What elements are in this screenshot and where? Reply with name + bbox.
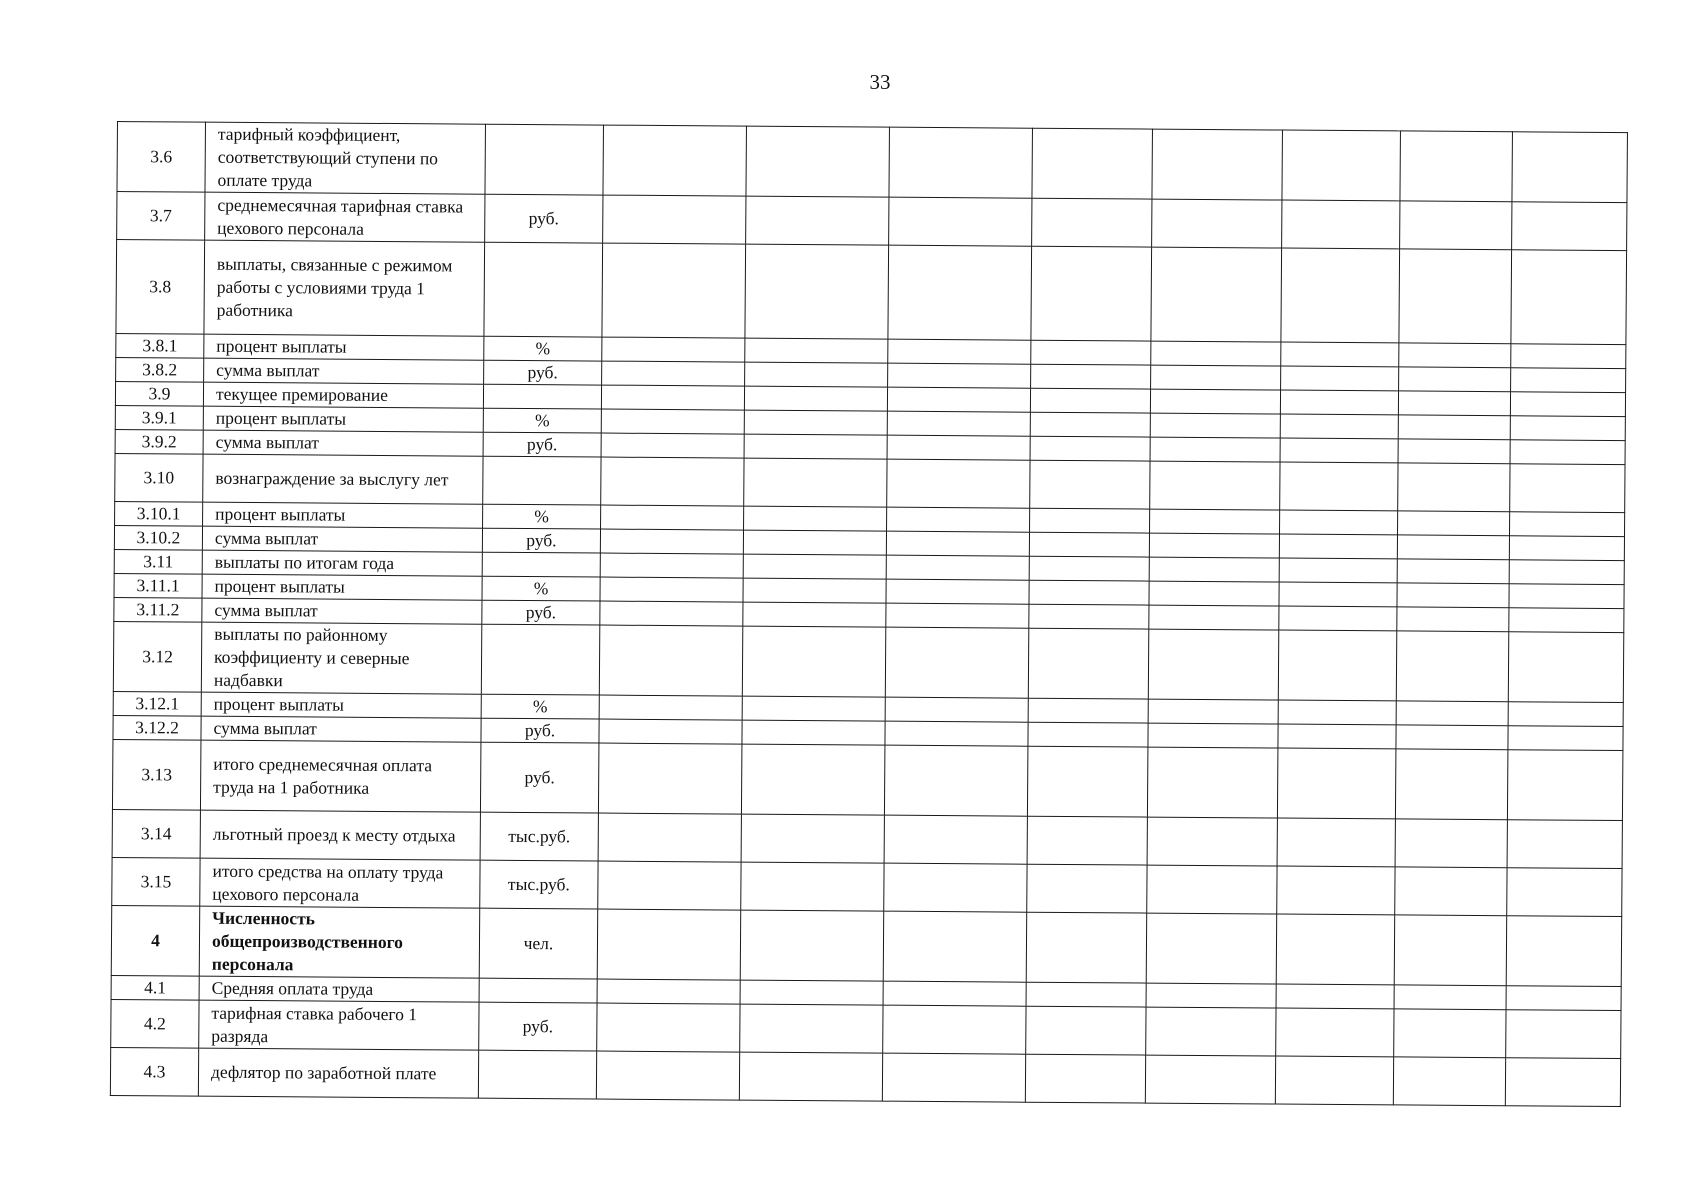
indicator-name-cell: льготный проезд к месту отдыха	[200, 810, 480, 860]
value-cell	[1032, 198, 1152, 247]
row-number-cell: 3.12.2	[113, 715, 201, 740]
value-cell	[740, 910, 884, 981]
value-cell	[888, 339, 1031, 364]
value-cell	[742, 626, 886, 697]
unit-cell: руб.	[485, 194, 603, 243]
value-cell	[601, 385, 744, 410]
value-cell	[1031, 246, 1152, 341]
value-cell	[1152, 199, 1282, 248]
value-cell	[746, 196, 889, 245]
value-cell	[1148, 629, 1279, 700]
value-cell	[889, 127, 1033, 198]
unit-cell	[481, 624, 600, 695]
unit-cell	[479, 978, 597, 1003]
value-cell	[743, 602, 886, 627]
value-cell	[1282, 130, 1401, 201]
value-cell	[1280, 462, 1398, 511]
page-number: 33	[869, 70, 891, 94]
value-cell	[1030, 388, 1150, 413]
indicator-name-cell: Численность общепроизводственного персонала	[199, 906, 480, 978]
value-cell	[886, 555, 1029, 580]
value-cell	[887, 507, 1030, 532]
indicator-name-cell: сумма выплат	[201, 716, 481, 742]
indicator-name-cell: выплаты по районному коэффициенту и северные надбавки	[201, 622, 482, 694]
value-cell	[1509, 512, 1624, 537]
value-cell	[1511, 344, 1626, 369]
value-cell	[1276, 1008, 1394, 1057]
indicator-name-cell: итого средства на оплату труда цехового персонала	[200, 858, 480, 908]
value-cell	[597, 1003, 740, 1052]
value-cell	[743, 554, 886, 579]
row-number-cell: 3.9.1	[115, 405, 203, 430]
value-cell	[883, 981, 1026, 1006]
value-cell	[599, 625, 743, 696]
unit-cell	[478, 1050, 596, 1099]
value-cell	[1030, 460, 1150, 509]
row-number-cell: 3.6	[117, 122, 206, 193]
value-cell	[1147, 817, 1277, 866]
value-cell	[1146, 913, 1277, 984]
value-cell	[889, 197, 1032, 246]
table-row	[117, 122, 1627, 203]
value-cell	[1150, 461, 1280, 510]
value-cell	[597, 909, 741, 980]
value-cell	[1279, 606, 1397, 631]
indicator-name-cell: вознаграждение за выслугу лет	[203, 454, 483, 504]
value-cell	[1510, 392, 1625, 417]
value-cell	[887, 411, 1030, 436]
value-cell	[884, 863, 1027, 912]
row-number-cell: 3.8	[116, 240, 205, 335]
value-cell	[1148, 723, 1278, 748]
value-cell	[742, 696, 885, 721]
value-cell	[1396, 631, 1509, 702]
row-number-cell: 3.7	[117, 192, 205, 241]
value-cell	[1280, 414, 1398, 439]
value-cell	[1394, 985, 1506, 1010]
value-cell	[1032, 128, 1153, 199]
wage-table	[110, 121, 1628, 1107]
value-cell	[1399, 249, 1512, 344]
value-cell	[1029, 532, 1149, 557]
value-cell	[1146, 1007, 1276, 1056]
value-cell	[741, 814, 884, 863]
value-cell	[1507, 868, 1622, 917]
value-cell	[1510, 464, 1625, 513]
value-cell	[1030, 508, 1150, 533]
value-cell	[886, 603, 1029, 628]
value-cell	[886, 579, 1029, 604]
value-cell	[1398, 391, 1510, 416]
table-row	[111, 905, 1621, 986]
value-cell	[601, 505, 744, 530]
value-cell	[1507, 820, 1622, 869]
table-body	[110, 122, 1627, 1107]
unit-cell: руб.	[479, 1002, 597, 1051]
value-cell	[1281, 248, 1400, 343]
value-cell	[745, 244, 889, 339]
row-number-cell: 3.11.2	[114, 597, 202, 622]
value-cell	[1396, 725, 1508, 750]
row-number-cell: 3.9	[115, 381, 203, 406]
value-cell	[1512, 202, 1627, 251]
unit-cell: %	[483, 408, 601, 433]
value-cell	[1512, 132, 1628, 203]
value-cell	[1510, 440, 1625, 465]
row-number-cell: 4	[111, 905, 200, 976]
value-cell	[1276, 984, 1394, 1009]
indicator-name-cell: дефлятор по заработной плате	[198, 1048, 478, 1098]
value-cell	[1149, 557, 1279, 582]
value-cell	[1507, 750, 1623, 821]
value-cell	[1146, 983, 1276, 1008]
indicator-name-cell: выплаты, связанные с режимом работы с условиями труда 1 работника	[204, 240, 485, 336]
value-cell	[602, 337, 745, 362]
value-cell	[887, 435, 1030, 460]
value-cell	[1511, 250, 1627, 345]
value-cell	[601, 409, 744, 434]
indicator-name-cell: выплаты по итогам года	[202, 550, 482, 576]
value-cell	[1393, 1057, 1505, 1106]
value-cell	[1026, 982, 1146, 1007]
row-number-cell: 3.9.2	[115, 429, 203, 454]
value-cell	[1027, 864, 1147, 913]
value-cell	[1028, 698, 1148, 723]
value-cell	[1280, 438, 1398, 463]
value-cell	[1025, 1054, 1145, 1103]
indicator-name-cell: Средняя оплата труда	[199, 976, 479, 1002]
value-cell	[1281, 366, 1399, 391]
value-cell	[743, 578, 886, 603]
unit-cell: %	[483, 504, 601, 529]
row-number-cell: 3.14	[112, 809, 200, 858]
value-cell	[1398, 415, 1510, 440]
row-number-cell: 3.11	[114, 549, 202, 574]
value-cell	[1395, 749, 1508, 820]
value-cell	[1394, 1009, 1506, 1058]
value-cell	[1279, 558, 1397, 583]
value-cell	[741, 744, 885, 815]
row-number-cell: 3.15	[112, 857, 200, 906]
value-cell	[1149, 533, 1279, 558]
unit-cell: %	[481, 694, 599, 719]
value-cell	[740, 980, 883, 1005]
value-cell	[1028, 628, 1149, 699]
value-cell	[1506, 916, 1622, 987]
row-number-cell: 3.12	[113, 621, 202, 692]
value-cell	[1400, 201, 1512, 250]
value-cell	[1396, 701, 1508, 726]
indicator-name-cell: тарифный коэффициент, соответствующий ступени по оплате труда	[205, 122, 486, 194]
unit-cell: тыс.руб.	[480, 860, 598, 909]
value-cell	[1145, 1055, 1275, 1104]
value-cell	[741, 862, 884, 911]
value-cell	[885, 697, 1028, 722]
value-cell	[599, 719, 742, 744]
value-cell	[746, 126, 890, 197]
value-cell	[744, 410, 887, 435]
value-cell	[1275, 1056, 1393, 1105]
unit-cell: руб.	[482, 600, 600, 625]
value-cell	[1279, 582, 1397, 607]
value-cell	[1029, 580, 1149, 605]
value-cell	[888, 245, 1032, 340]
value-cell	[1508, 726, 1623, 751]
indicator-name-cell: процент выплаты	[203, 502, 483, 528]
value-cell	[744, 434, 887, 459]
value-cell	[601, 433, 744, 458]
row-number-cell: 3.13	[112, 739, 201, 810]
value-cell	[886, 531, 1029, 556]
row-number-cell: 4.1	[111, 975, 199, 1000]
value-cell	[600, 553, 743, 578]
indicator-name-cell: итого среднемесячная оплата труда на 1 работника	[200, 740, 481, 812]
row-number-cell: 3.11.1	[114, 573, 202, 598]
value-cell	[744, 506, 887, 531]
value-cell	[1395, 867, 1507, 916]
indicator-name-cell: среднемесячная тарифная ставка цехового персонала	[205, 192, 485, 242]
value-cell	[1031, 364, 1151, 389]
unit-cell: руб.	[480, 742, 599, 813]
value-cell	[745, 338, 888, 363]
table-row	[112, 739, 1622, 820]
value-cell	[1509, 584, 1624, 609]
value-cell	[1151, 247, 1282, 342]
value-cell	[1278, 700, 1396, 725]
value-cell	[1394, 915, 1507, 986]
value-cell	[1509, 560, 1624, 585]
value-cell	[1026, 912, 1147, 983]
value-cell	[603, 125, 747, 196]
value-cell	[596, 1051, 739, 1100]
value-cell	[1277, 818, 1395, 867]
value-cell	[1147, 747, 1278, 818]
value-cell	[740, 1004, 883, 1053]
value-cell	[1027, 746, 1148, 817]
value-cell	[1399, 343, 1511, 368]
value-cell	[1030, 436, 1150, 461]
value-cell	[601, 457, 744, 506]
value-cell	[1278, 724, 1396, 749]
value-cell	[744, 386, 887, 411]
value-cell	[602, 243, 746, 338]
unit-cell: руб.	[483, 432, 601, 457]
unit-cell	[484, 242, 603, 337]
row-number-cell: 3.10	[115, 453, 203, 502]
indicator-name-cell: сумма выплат	[203, 430, 483, 456]
unit-cell	[483, 456, 601, 505]
value-cell	[600, 577, 743, 602]
value-cell	[599, 695, 742, 720]
value-cell	[603, 195, 746, 244]
value-cell	[1399, 367, 1511, 392]
value-cell	[1511, 368, 1626, 393]
row-number-cell: 4.2	[111, 999, 199, 1048]
value-cell	[1026, 1006, 1146, 1055]
indicator-name-cell: процент выплаты	[201, 692, 481, 718]
value-cell	[1149, 605, 1279, 630]
unit-cell: руб.	[481, 718, 599, 743]
value-cell	[1150, 389, 1280, 414]
row-number-cell: 3.12.1	[113, 691, 201, 716]
value-cell	[1029, 556, 1149, 581]
unit-cell	[485, 124, 604, 195]
wage-table-sheet	[110, 121, 1628, 1107]
indicator-name-cell: сумма выплат	[204, 358, 484, 384]
value-cell	[1150, 413, 1280, 438]
table-row	[116, 240, 1627, 345]
value-cell	[1397, 559, 1509, 584]
value-cell	[1151, 365, 1281, 390]
unit-cell	[482, 552, 600, 577]
value-cell	[887, 459, 1030, 508]
table-row	[113, 621, 1623, 702]
value-cell	[1281, 342, 1399, 367]
value-cell	[1506, 1010, 1621, 1059]
value-cell	[1508, 702, 1623, 727]
unit-cell: %	[482, 576, 600, 601]
value-cell	[1278, 630, 1397, 701]
row-number-cell: 3.10.2	[114, 525, 202, 550]
value-cell	[1150, 509, 1280, 534]
value-cell	[1398, 511, 1510, 536]
value-cell	[1505, 1058, 1620, 1107]
value-cell	[1280, 510, 1398, 535]
value-cell	[1398, 439, 1510, 464]
value-cell	[1509, 536, 1624, 561]
value-cell	[1398, 463, 1510, 512]
unit-cell: чел.	[479, 908, 598, 979]
value-cell	[1147, 865, 1277, 914]
value-cell	[1029, 604, 1149, 629]
value-cell	[1149, 581, 1279, 606]
value-cell	[885, 721, 1028, 746]
value-cell	[1397, 583, 1509, 608]
value-cell	[1277, 866, 1395, 915]
value-cell	[1027, 816, 1147, 865]
table-row	[110, 1047, 1620, 1106]
value-cell	[882, 1053, 1025, 1102]
indicator-name-cell: сумма выплат	[202, 526, 482, 552]
value-cell	[1509, 608, 1624, 633]
value-cell	[745, 362, 888, 387]
value-cell	[598, 861, 741, 910]
value-cell	[1506, 986, 1621, 1011]
value-cell	[1152, 129, 1283, 200]
unit-cell: %	[484, 336, 602, 361]
value-cell	[1397, 535, 1509, 560]
value-cell	[887, 387, 1030, 412]
row-number-cell: 3.8.2	[116, 357, 204, 382]
row-number-cell: 3.10.1	[115, 501, 203, 526]
value-cell	[1277, 748, 1396, 819]
value-cell	[739, 1052, 882, 1101]
unit-cell: тыс.руб.	[480, 812, 598, 861]
unit-cell: руб.	[484, 360, 602, 385]
row-number-cell: 4.3	[110, 1047, 198, 1096]
value-cell	[1031, 340, 1151, 365]
value-cell	[600, 601, 743, 626]
indicator-name-cell: процент выплаты	[203, 406, 483, 432]
indicator-name-cell: тарифная ставка рабочего 1 разряда	[199, 1000, 479, 1050]
value-cell	[602, 361, 745, 386]
indicator-name-cell: процент выплаты	[204, 334, 484, 360]
value-cell	[1510, 416, 1625, 441]
value-cell	[1400, 131, 1513, 202]
row-number-cell: 3.8.1	[116, 333, 204, 358]
value-cell	[1151, 341, 1281, 366]
unit-cell	[483, 384, 601, 409]
value-cell	[744, 458, 887, 507]
value-cell	[1030, 412, 1150, 437]
value-cell	[1395, 819, 1507, 868]
value-cell	[742, 720, 885, 745]
value-cell	[884, 745, 1028, 816]
value-cell	[597, 979, 740, 1004]
indicator-name-cell: процент выплаты	[202, 574, 482, 600]
value-cell	[884, 815, 1027, 864]
value-cell	[1508, 632, 1624, 703]
value-cell	[598, 813, 741, 862]
value-cell	[743, 530, 886, 555]
value-cell	[598, 743, 742, 814]
value-cell	[883, 1005, 1026, 1054]
value-cell	[1397, 607, 1509, 632]
value-cell	[1276, 914, 1395, 985]
value-cell	[600, 529, 743, 554]
value-cell	[1150, 437, 1280, 462]
value-cell	[1279, 534, 1397, 559]
value-cell	[883, 911, 1027, 982]
value-cell	[1028, 722, 1148, 747]
unit-cell: руб.	[482, 528, 600, 553]
indicator-name-cell: сумма выплат	[202, 598, 482, 624]
indicator-name-cell: текущее премирование	[203, 382, 483, 408]
value-cell	[885, 627, 1029, 698]
value-cell	[1280, 390, 1398, 415]
value-cell	[1282, 200, 1400, 249]
value-cell	[1148, 699, 1278, 724]
value-cell	[888, 363, 1031, 388]
